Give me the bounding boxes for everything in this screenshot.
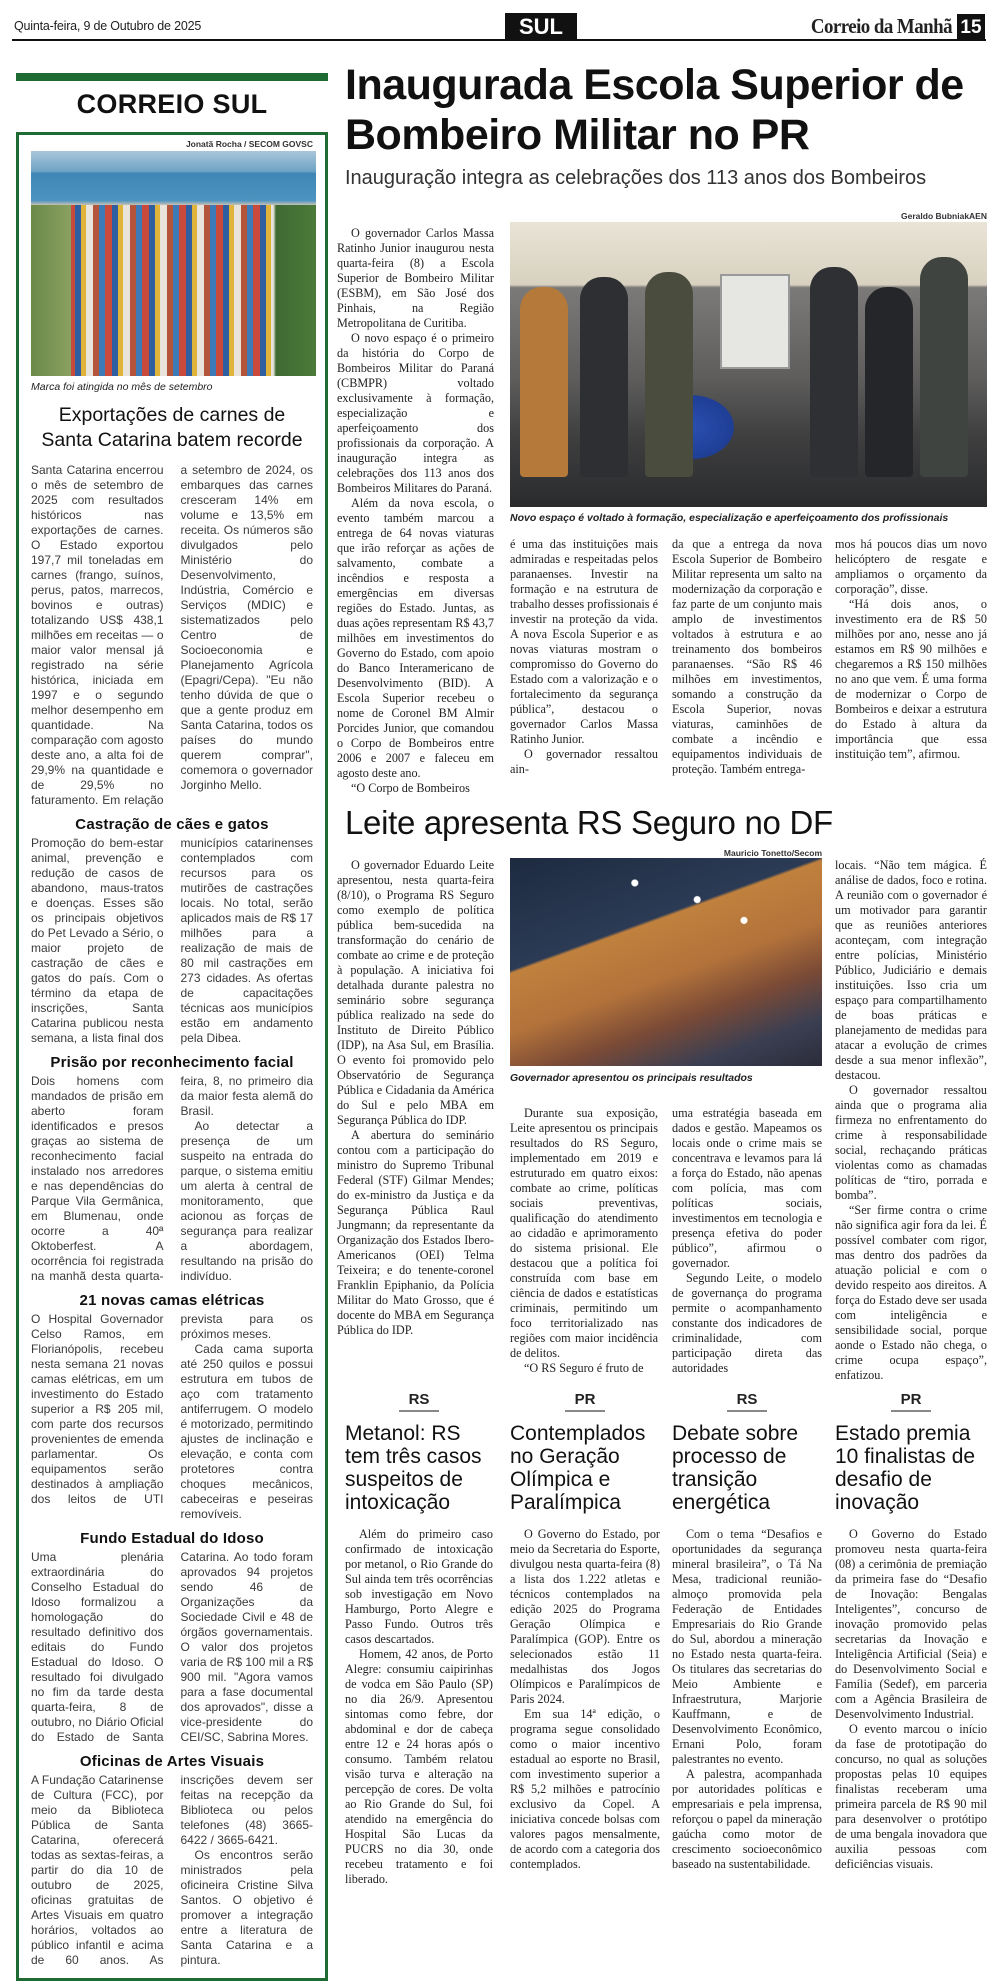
paragraph: Os encontros serão ministrados pela oficineira Cristine Silva Santos. O objetivo é promover a integração entre a literatura de Santa Catarina e a pintura. [180,1848,313,1967]
paragraph: Com o tema “Desafios e oportunidades da segurança mineral brasileira”, o Tá Na Mesa, tradicional reunião-almoço promovida pela Federação de Entidades Empresariais do Rio Grande do Sul, abordou a mineração no Estado nesta quarta-feira. Os titulares das secretarias do Meio Ambiente e Infraestrutura, Marjorie Kauffmann, e de Desenvolvimento Econômico, Ernani Polo, foram palestrantes no evento. [672,1527,822,1766]
paragraph: Promoção do bem-estar animal, prevenção e redução de casos de abandono, maus-tratos e doenças. Esses são os principais objetivos do Pet Levado a Sério, o maior projeto de castração de cães e gatos do país. Com o término da etapa de inscrições, Santa Catarina publicou nesta semana, a lista final dos municípios catarinenses contemplados com recursos para os mutirões de castrações locais. No total, serão aplicados mais de R$ 17 milhões para a realização de mais de 80 mil castrações em 273 cidades. As ofertas de capacitações técnicas aos municípios estão em andamento pela Dibea. [31,836,313,1045]
section-body [31,1312,313,1522]
paragraph: O Hospital Governador Celso Ramos, em Florianópolis, recebeu nesta semana 21 novas camas elétricas, em um investimento do Estado superior a R$ 205 mil, com parte dos recursos provenientes de emenda parlamentar. Os equipamentos serão destinados à ampliação dos leitos de UTI prevista para os próximos meses. [31,1312,313,1506]
article-column [672,1106,822,1376]
main-headline: Inaugurada Escola Superior de Bombeiro Militar no PR [345,61,964,159]
paragraph: locais. “Não tem mágica. É análise de dados, foco e rotina. A reunião com o governador é um motivador para garantir que as reuniões anteriores aconteçam, com integração entre polícias, Ministério Público, Judiciário e demais instituições. Isso cria um espaço para compartilhamento de boas práticas e planejamento de medidas para atacar a evolução de crimes desde a sua menor inflexão”, destacou. [835,858,987,1082]
photo-caption: Marca foi atingida no mês de setembro [31,381,213,393]
inauguration-photo [510,222,987,507]
photo-credit: Mauricio Tonetto/Secom [723,848,822,858]
paragraph: Uma plenária extraordinária do Conselho Estadual do Idoso formalizou a homologação do resultado definitivo dos editais do Fundo Estadual do Idoso. O resultado foi divulgado no fim da tarde desta quarta-feira, 8 de outubro, no Diário Oficial do Estado de Santa Catarina. Ao todo foram aprovados 94 projetos sendo 46 de Organizações da Sociedade Civil e 48 de órgãos governamentais. O valor dos projetos varia de R$ 100 mil a R$ 900 mil. "Agora vamos para a fase documental dos aprovados", disse a vice-presidente do CEI/SC, Sabrina Mores. [31,1550,313,1744]
sidebar-title: CORREIO SUL [76,89,268,119]
header-rule [12,39,986,41]
sidebar-headline: Exportações de carnes de Santa Catarina batem recorde [41,404,303,451]
brief-headline: Estado premia 10 finalistas de desafio de inovação [835,1422,976,1514]
article-headline: Leite apresenta RS Seguro no DF [345,804,833,841]
paragraph: Homem, 42 anos, de Porto Alegre: consumiu caipirinhas de vodca em São Paulo (SP) no dia 26/9. Apresentou sintomas como febre, dor abdominal e dor de cabeça entre 12 e 24 horas após o consumo. Também relatou visão turva e alteração na percepção de cores. De volta ao Rio Grande do Sul, foi atendido na emergência do Hospital São Lucas da PUCRS no dia 30, onde recebeu tratamento e foi liberado. [345,1647,493,1886]
region-tag: PR [891,1391,931,1412]
paragraph: mos há poucos dias um novo helicóptero de resgate e ampliamos o orçamento da corporação”, disse. [835,537,987,596]
article-column [835,858,987,1383]
brief-body [672,1527,822,1872]
section-heading: Oficinas de Artes Visuais [79,1753,265,1770]
paragraph: é uma das instituições mais admiradas e respeitadas pelos paranaenses. Investir na formação e na estrutura de trabalho desses profissionais é investir na proteção da vida. A nova Escola Superior e as novas viaturas mostram o compromisso do Governo do Estado com a valorização e o fortalecimento da segurança pública”, destacou o governador Carlos Massa Ratinho Junior. [510,537,658,746]
paragraph: Santa Catarina encerrou o mês de setembro de 2025 com resultados históricos nas exportações de carnes. O Estado exportou 197,7 mil toneladas em carnes (frango, suínos, perus, patos, marrecos, bovinos e outras) totalizando US$ 438,1 milhões em receitas — o maior valor mensal já registrado na série histórica, iniciada em 1997 e o segundo melhor desempenho em quantidade. Na comparação com agosto deste ano, a alta foi de 29,9% na quantidade e de 29,5% no faturamento. Em relação a setembro de 2024, os embarques das carnes cresceram 14% em volume e 13,5% em receita. Os números são divulgados pelo Ministério do Desenvolvimento, Indústria, Comércio e Serviços (MDIC) e sistematizados pelo Centro de Socioeconomia e Planejamento Agrícola (Epagri/Cepa). "Eu não tenho dúvida de que o que a gente produz em Santa Catarina, todos os países do mundo querem comprar", comemora o governador Jorginho Mello. [31,463,313,807]
brief-headline: Contemplados no Geração Olímpica e Paralímpica [510,1422,646,1514]
paragraph: O novo espaço é o primeiro da história do Corpo de Bombeiros Militar do Paraná (CBMPR) voltado exclusivamente à formação, especialização e aperfeiçoamento dos profissionais da corporação. A inauguração integra as celebrações dos 113 anos dos Bombeiros Militares do Paraná. [337,331,494,495]
paragraph: Além do primeiro caso confirmado de intoxicação por metanol, o Rio Grande do Sul ainda tem três ocorrências sob investigação em Novo Hamburgo, Porto Alegre e Passo Fundo. Outros três casos descartados. [345,1527,493,1646]
paragraph: Segundo Leite, o modelo de governança do programa permite o acompanhamento constante dos indicadores de criminalidade, com participação direta das autoridades [672,1271,822,1375]
page-number: 15 [957,14,985,40]
section-heading: Castração de cães e gatos [75,816,269,833]
port-photo [31,151,316,376]
paragraph: A Fundação Catarinense de Cultura (FCC), por meio da Biblioteca Pública de Santa Catarina, oferecerá todas as sextas-feiras, a partir do dia 10 de outubro de 2025, oficinas gratuitas de Artes Visuais em quatro horários, voltados ao público infantil e acima de 60 anos. As inscrições devem ser feitas na recepção da Biblioteca ou pelos telefones (48) 3665-6422 / 3665-6421. [31,1773,313,1967]
article-column [835,537,987,762]
brief-headline: Metanol: RS tem três casos suspeitos de intoxicação [345,1422,482,1514]
issue-date: Quinta-feira, 9 de Outubro de 2025 [14,19,202,33]
paragraph: A palestra, acompanhada por autoridades políticas e empresariais e pela imprensa, reforçou o papel da mineração gaúcha como motor de crescimento socioeconômico baseado na sustentabilidade. [672,1767,822,1871]
paragraph: “O Corpo de Bombeiros [351,781,470,795]
paragraph: O evento marcou o início da fase de prototipação do concurso, no qual as soluções propostas pelas 10 equipes finalistas receberam uma primeira parcela de R$ 90 mil para desenvolver o protótipo de uma bengala inovadora que auxilia pessoas com deficiências visuais. [835,1722,987,1871]
paragraph: Durante sua exposição, Leite apresentou os principais resultados do RS Seguro, implementado em 2019 e estruturado em quatro eixos: combate ao crime, políticas sociais preventivas, qualificação do atendimento ao cidadão e aprimoramento do sistema prisional. Ele destacou que a política foi construída com base em ciência de dados e estatísticas criminais, permitindo um foco territorializado nas regiões com maior incidência de delitos. [510,1106,658,1360]
sidebar-sections [31,816,313,1968]
section-body [31,1074,313,1284]
article-column [510,537,658,777]
article-column [337,226,494,796]
sidebar-accent-bar [16,73,328,81]
paragraph: Ao detectar a presença de um suspeito na entrada do parque, o sistema emitiu um alerta à central de monitoramento, que acionou as forças de segurança para realizar a abordagem, resultando na prisão do indivíduo. [180,1119,313,1283]
paragraph: “Há dois anos, o investimento era de R$ 50 milhões por ano, nesse ano já estamos em R$ 90 milhões e chegaremos a R$ 150 milhões no ano que vem. É uma forma de modernizar o Corpo de Bombeiros e deixar a estrutura do Estado à altura da importância que essa instituição tem”, afirmou. [835,597,987,761]
photo-credit: Jonatã Rocha / SECOM GOVSC [185,139,313,149]
brief-body [510,1527,660,1872]
paragraph: O governador ressaltou ainda que o programa alia firmeza no enfrentamento do crime à responsabilidade social, rechaçando práticas violentas como as chamadas políticas de “tiro, porrada e bomba”. [835,1083,987,1202]
paragraph: O Governo do Estado promoveu nesta quarta-feira (08) a cerimônia de premiação da primeira fase do “Desafio de Inovação: Bengalas Inteligentes”, concurso de inovação promovido pelas secretarias da Inovação e Inteligência Artificial (Seia) e do Desenvolvimento Social e Família (Sedef), em parceria com a Agência Brasileira de Desenvolvimento Industrial. [835,1527,987,1721]
main-subheadline: Inauguração integra as celebrações dos 113 anos dos Bombeiros [345,167,927,189]
section-body [31,1550,313,1745]
photo-caption: Governador apresentou os principais resultados [510,1072,753,1084]
paragraph: O Governo do Estado, por meio da Secretaria do Esporte, divulgou nesta quarta-feira (8) a lista dos 1.222 atletas e técnicos contemplados na edição 2025 do Programa Geração Olímpica e Paralímpica (GOP). Entre os selecionados estão 11 medalhistas dos Jogos Olímpicos e Paralímpicos de Paris 2024. [510,1527,660,1706]
region-tag: RS [727,1391,767,1412]
paragraph: O governador ressaltou ain- [510,747,658,776]
paragraph: A abertura do seminário contou com a participação do ministro do Supremo Tribunal Federal (STF) Gilmar Mendes; do ex-ministro da Justiça e da Segurança Pública Raul Jungmann; da representante da Organização dos Estados Ibero-Americanos (OEI) Telma Teixeira; e do tenente-coronel Franklin Epiphanio, da Polícia Militar do Mato Grosso, que é docente do MBA em Segurança Pública do IDP. [337,1128,494,1337]
paragraph: Em sua 14ª edição, o programa segue consolidado como o maior incentivo estadual ao esporte no Brasil, com investimento superior a R$ 5,2 milhões e patrocínio exclusivo da Copel. A iniciativa concede bolsas com valores pagos mensalmente, de acordo com a categoria dos contemplados. [510,1707,660,1871]
newspaper-logo: Correio da Manhã [810,14,952,38]
paragraph: O governador Eduardo Leite apresentou, nesta quarta-feira (8/10), o Programa RS Seguro como exemplo de política pública bem-sucedida na transformação do cenário de combate ao crime e de proteção à população. A iniciativa foi detalhada durante palestra no seminário sobre segurança pública realizado na sede do Instituto de Direito Público (IDP), na Asa Sul, em Brasília. O evento foi promovido pelo Observatório de Segurança Pública e Cidadania da América do Sul e pelo MBA em Segurança Pública do IDP. [337,858,494,1127]
region-tag: RS [399,1391,439,1412]
paragraph: Cada cama suporta até 250 quilos e possui estrutura em tubos de aço com tratamento antiferrugem. O modelo é motorizado, permitindo ajustes de inclinação e elevação, e conta com protetores contra choques mecânicos, cabeceiras e peseiras removíveis. [180,1342,313,1521]
section-label: SUL [505,13,577,40]
paragraph: O governador Carlos Massa Ratinho Junior inaugurou nesta quarta-feira (8) a Escola Superior de Bombeiro Militar (ESBM), em São José dos Pinhais, na Região Metropolitana de Curitiba. [337,226,494,330]
section-heading: 21 novas camas elétricas [79,1292,265,1309]
region-tag: PR [565,1391,605,1412]
sidebar-box [16,132,328,1981]
sidebar-lead-body [31,463,313,808]
brief-headline: Debate sobre processo de transição energética [672,1422,799,1514]
photo-caption: Novo espaço é voltado à formação, especialização e aperfeiçoamento dos profissionais [510,512,949,524]
article-column [510,1106,658,1376]
photo-credit: Geraldo BubniakAEN [901,211,987,221]
article-column [337,858,494,1338]
article-column [672,537,822,777]
section-heading: Prisão por reconhecimento facial [50,1054,294,1071]
section-body [31,1773,313,1968]
main-headline-block [345,60,995,190]
section-heading: Fundo Estadual do Idoso [80,1530,264,1547]
paragraph: uma estratégia baseada em dados e gestão. Mapeamos os locais onde o crime mais se concentrava e levamos para lá a força do Estado, não apenas com polícia, mas com políticas sociais, investimentos em tecnologia e presença efetiva do poder público”, afirmou o governador. [672,1106,822,1270]
paragraph: da que a entrega da nova Escola Superior de Bombeiro Militar representa um salto na modernização da corporação e faz parte de um conjunto mais amplo de investimentos voltados à estrutura e ao treinamento dos bombeiros paranaenses. “São R$ 46 milhões em investimentos, somando a construção da Escola Superior, novas viaturas, caminhões de combate a incêndio e equipamentos individuais de proteção. Também entrega- [672,537,822,776]
brief-body [835,1527,987,1872]
paragraph: “O RS Seguro é fruto de [524,1361,644,1375]
brief-body [345,1527,493,1887]
section-body [31,836,313,1046]
paragraph: “Ser firme contra o crime não significa agir fora da lei. É possível combater com rigor, mas dentro dos padrões da atuação policial e com o devido respeito aos direitos. A força do Estado deve ser usada com inteligência e sensibilidade social, porque aonde o Estado não chega, o crime ocupa espaço”, enfatizou. [835,1203,987,1382]
seminar-photo [510,858,822,1066]
paragraph: Além da nova escola, o evento também marcou a entrega de 64 novas viaturas que irão reforçar as ações de salvamento, combate a incêndios e resposta a emergências em diversas regiões do Estado. Juntas, as duas ações representam R$ 43,7 milhões em investimentos do Governo do Estado, com apoio do Banco Interamericano de Desenvolvimento (BID). A Escola Superior recebeu o nome de Coronel BM Almir Porcides Junior, que comandou o Corpo de Bombeiros entre 2006 e 2007 e faleceu em agosto deste ano. [337,496,494,780]
paragraph: Dois homens com mandados de prisão em aberto foram identificados e presos graças ao sistema de reconhecimento facial instalado nos arredores e nas dependências do Parque Vila Germânica, em Blumenau, onde ocorre a 40ª Oktoberfest. A ocorrência foi registrada na manhã desta quarta-feira, 8, no primeiro dia da maior festa alemã do Brasil. [31,1074,313,1283]
